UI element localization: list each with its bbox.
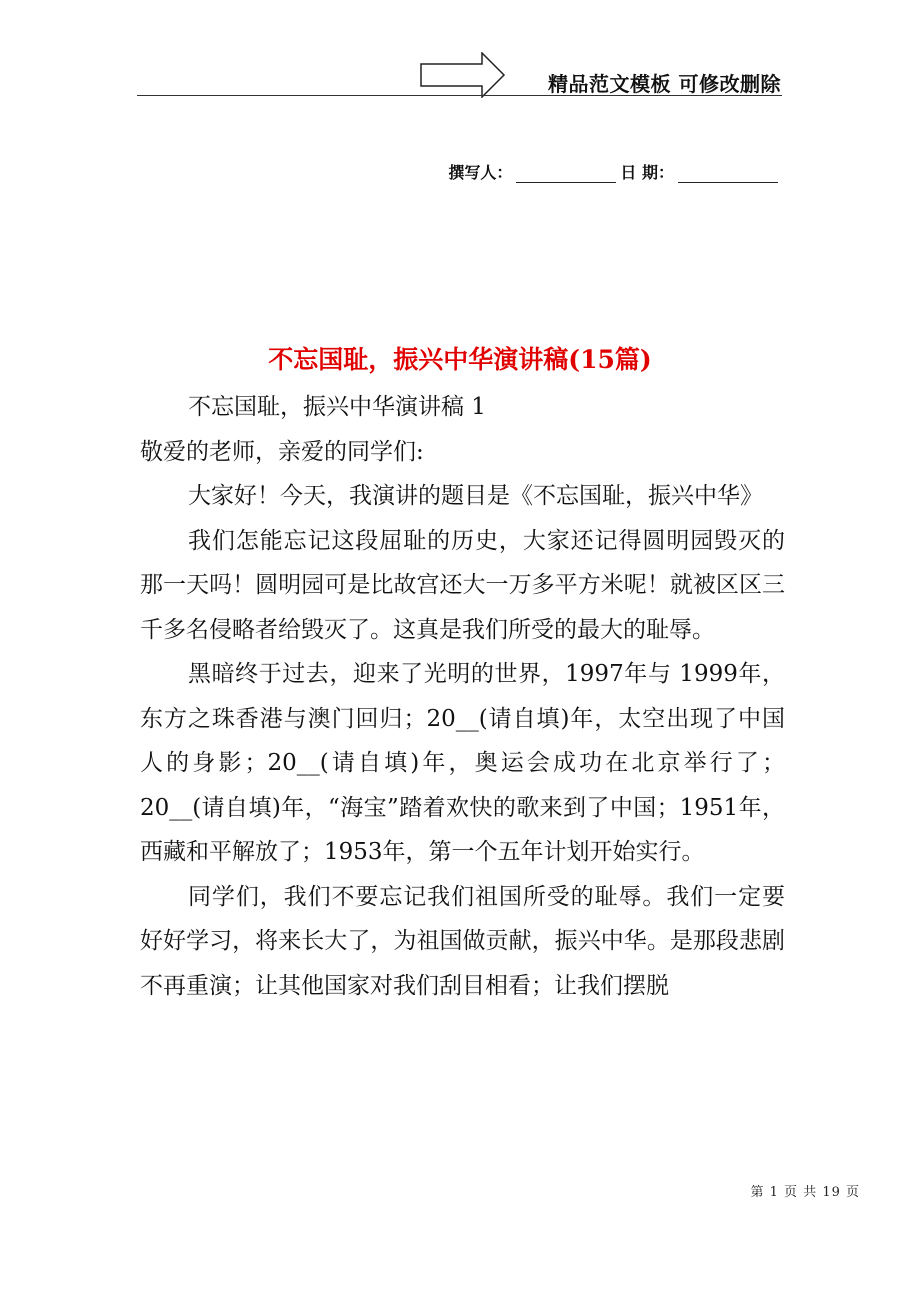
writer-date-row [448, 160, 782, 183]
date-blank [678, 164, 778, 183]
paragraph: 黑暗终于过去，迎来了光明的世界，1997年与 1999年，东方之珠香港与澳门回归；20__(请自填)年，太空出现了中国人的身影；20__(请自填)年，奥运会成功在北京举行了；20__(请自填)年，“海宝”踏着欢快的歌来到了中国；1951年，西藏和平解放了；1953年，第一个五年计划开始实行。 [140, 661, 785, 865]
document-title: 不忘国耻，振兴中华演讲稿(15篇) [268, 345, 652, 374]
header-divider [137, 95, 782, 96]
header-brand-text: 精品范文模板 可修改删除 [548, 72, 781, 96]
speech-heading: 不忘国耻，振兴中华演讲稿 1 [188, 394, 486, 420]
paragraph: 我们怎能忘记这段屈耻的历史，大家还记得圆明园毁灭的那一天吗！圆明园可是比故宫还大一万多平方米呢！就被区区三千多名侵略者给毁灭了。这真是我们所受的最大的耻辱。 [140, 527, 785, 643]
date-label: 日 期： [620, 163, 674, 182]
salutation: 敬爱的老师，亲爱的同学们: [140, 438, 424, 465]
document-body [140, 385, 785, 1008]
paragraph: 同学们，我们不要忘记我们祖国所受的耻辱。我们一定要好好学习，将来长大了，为祖国做贡献，振兴中华。是那段悲剧不再重演；让其他国家对我们刮目相看；让我们摆脱 [140, 883, 785, 999]
page-number: 第 1 页 共 19 页 [750, 1185, 860, 1200]
paragraph: 大家好！今天，我演讲的题目是《不忘国耻，振兴中华》 [188, 483, 763, 509]
right-arrow-icon [420, 52, 506, 98]
writer-label: 撰写人： [448, 163, 513, 182]
writer-blank [516, 164, 616, 183]
